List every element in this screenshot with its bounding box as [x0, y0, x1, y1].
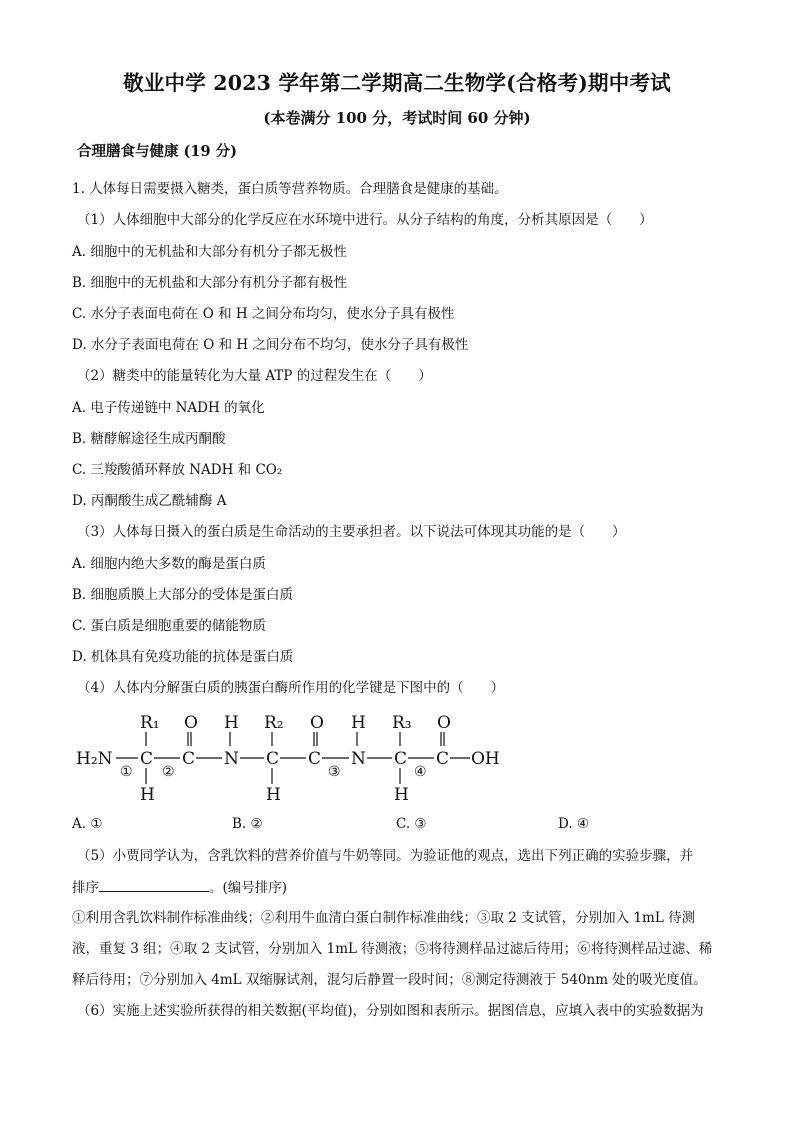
answer-suffix: 。(编号排序) — [209, 880, 288, 896]
q1-sub5-answer-line — [72, 878, 287, 897]
q1-sub3-option-c[interactable]: C. 蛋白质是细胞重要的储能物质 — [72, 618, 266, 634]
hydrogen-atom-label: H — [224, 713, 239, 733]
peptide-structure-diagram — [70, 708, 510, 808]
q1-sub4-option-c[interactable]: C. ③ — [396, 816, 427, 832]
q1-sub5-steps-line-1: ①利用含乳饮料制作标准曲线；②利用牛血清白蛋白制作标准曲线；③取 2 支试管，分别加入 1mL 待测 — [72, 910, 696, 926]
question-1-stem: 1. 人体每日需要摄入糖类，蛋白质等营养物质。合理膳食是健康的基础。 — [72, 181, 508, 197]
q1-sub2-option-c[interactable]: C. 三羧酸循环释放 NADH 和 CO₂ — [72, 462, 283, 478]
carbon-atom-label: C — [266, 749, 280, 769]
q1-sub3-option-d[interactable]: D. 机体具有免疫功能的抗体是蛋白质 — [72, 649, 294, 665]
q1-sub5-steps-line-3: 释后待用；⑦分别加入 4mL 双缩脲试剂，混匀后静置一段时间；⑧测定待测液于 540nm 处的吸光度值。 — [72, 972, 707, 988]
q1-sub4-option-d[interactable]: D. ④ — [558, 816, 590, 832]
bond-marker-1: ① — [120, 764, 133, 780]
side-chain-r2-label: R₂ — [264, 713, 284, 733]
hydrogen-atom-label: H — [394, 785, 409, 805]
q1-sub1-option-c[interactable]: C. 水分子表面电荷在 O 和 H 之间分布均匀，使水分子具有极性 — [72, 306, 455, 322]
hydrogen-atom-label: H — [351, 713, 366, 733]
bond-marker-4: ④ — [414, 764, 427, 780]
q1-sub6-stem: （6）实施上述实验所获得的相关数据(平均值)，分别如图和表所示。据图信息，应填入表中的实验数据为 — [77, 1003, 704, 1019]
carbon-atom-label: C — [308, 749, 322, 769]
oxygen-atom-label: O — [310, 713, 324, 733]
side-chain-r3-label: R₃ — [392, 713, 412, 733]
carbon-atom-label: C — [436, 749, 450, 769]
exam-title: 敬业中学 2023 学年第二学期高二生物学(合格考)期中考试 — [123, 71, 671, 95]
q1-sub2-stem: （2）糖类中的能量转化为大量 ATP 的过程发生在（ ） — [77, 368, 432, 384]
bond-marker-2: ② — [162, 764, 175, 780]
nitrogen-atom-label: N — [351, 749, 366, 769]
exam-subtitle: (本卷满分 100 分，考试时间 60 分钟) — [263, 109, 531, 127]
q1-sub5-stem: （5）小贾同学认为，含乳饮料的营养价值与牛奶等同。为验证他的观点，选出下列正确的实验步骤，并 — [77, 848, 694, 864]
q1-sub3-stem: （3）人体每日摄入的蛋白质是生命活动的主要承担者。以下说法可体现其功能的是（ ） — [77, 524, 626, 540]
hydrogen-atom-label: H — [140, 785, 155, 805]
q1-sub3-option-a[interactable]: A. 细胞内绝大多数的酶是蛋白质 — [72, 556, 266, 572]
q1-sub4-stem: （4）人体内分解蛋白质的胰蛋白酶所作用的化学键是下图中的（ ） — [77, 680, 505, 696]
q1-sub3-option-b[interactable]: B. 细胞质膜上大部分的受体是蛋白质 — [72, 587, 294, 603]
q1-sub4-option-b[interactable]: B. ② — [232, 816, 263, 832]
answer-prefix: 排序 — [72, 880, 99, 896]
q1-sub2-option-b[interactable]: B. 糖酵解途径生成丙酮酸 — [72, 431, 226, 447]
side-chain-r1-label: R₁ — [140, 713, 160, 733]
hydroxyl-group-label: OH — [471, 749, 500, 769]
section-heading: 合理膳食与健康 (19 分) — [77, 143, 237, 160]
q1-sub1-option-d[interactable]: D. 水分子表面电荷在 O 和 H 之间分布不均匀，使水分子具有极性 — [72, 337, 469, 353]
answer-blank[interactable] — [99, 878, 209, 892]
q1-sub2-option-d[interactable]: D. 丙酮酸生成乙酰辅酶 A — [72, 493, 227, 509]
oxygen-atom-label: O — [437, 713, 451, 733]
q1-sub5-steps-line-2: 液，重复 3 组；④取 2 支试管，分别加入 1mL 待测液；⑤将待测样品过滤后待用；⑥将待测样品过滤、稀 — [72, 941, 713, 957]
carbon-atom-label: C — [182, 749, 196, 769]
bond-marker-3: ③ — [328, 764, 341, 780]
oxygen-atom-label: O — [184, 713, 198, 733]
carbon-atom-label: C — [140, 749, 154, 769]
carbon-atom-label: C — [394, 749, 408, 769]
amino-terminal-label: H₂N — [76, 749, 113, 769]
q1-sub4-option-a[interactable]: A. ① — [72, 816, 103, 832]
nitrogen-atom-label: N — [224, 749, 239, 769]
q1-sub1-option-b[interactable]: B. 细胞中的无机盐和大部分有机分子都有极性 — [72, 275, 348, 291]
q1-sub1-stem: （1）人体细胞中大部分的化学反应在水环境中进行。从分子结构的角度，分析其原因是（ ） — [77, 212, 653, 228]
hydrogen-atom-label: H — [266, 785, 281, 805]
q1-sub2-option-a[interactable]: A. 电子传递链中 NADH 的氧化 — [72, 400, 265, 416]
q1-sub1-option-a[interactable]: A. 细胞中的无机盐和大部分有机分子都无极性 — [72, 244, 347, 260]
